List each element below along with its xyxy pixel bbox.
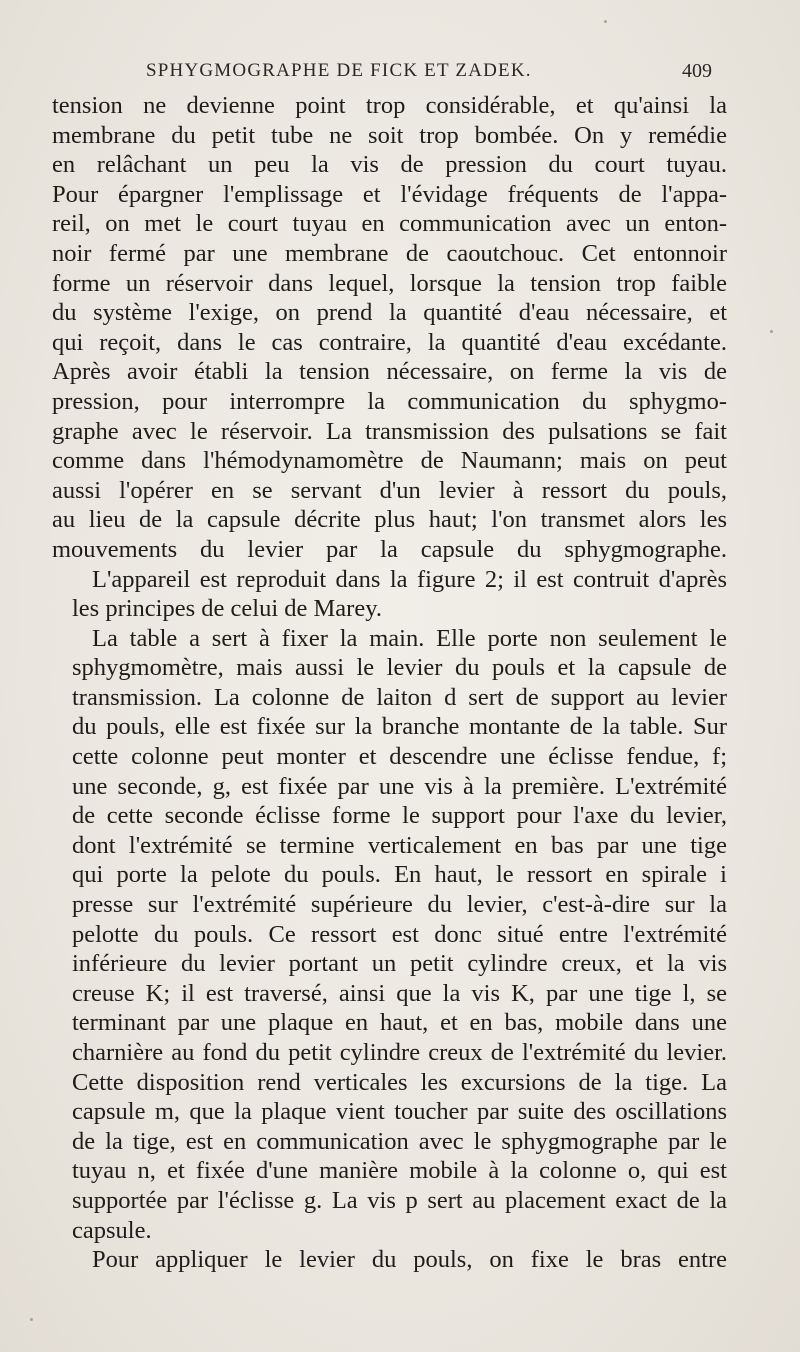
text-line: La table a sert à fixer la main. Elle porte non seulement le [92, 624, 727, 652]
text-line: de cette seconde éclisse forme le support pour l'axe du levier, [72, 802, 727, 830]
text-line: membrane du petit tube ne soit trop bombée. On y remédie [52, 121, 727, 149]
text-line: Cette disposition rend verticales les excursions de la tige. La [72, 1068, 727, 1096]
paragraph-3 [52, 624, 727, 1245]
paragraph-2 [52, 565, 727, 624]
text-line: charnière au fond du petit cylindre creux de l'extrémité du levier. [72, 1039, 727, 1066]
text-line: creuse K; il est traversé, ainsi que la vis K, par une tige l, se [72, 979, 727, 1007]
text-line: tuyau n, et fixée d'une manière mobile à la colonne o, qui est [72, 1157, 727, 1185]
page-header [52, 60, 712, 90]
text-line: Après avoir établi la tension nécessaire, on ferme la vis de [52, 358, 727, 386]
text-line: presse sur l'extrémité supérieure du levier, c'est-à-dire sur la [72, 891, 727, 919]
paper-speck [30, 1318, 33, 1321]
paragraph-1 [52, 91, 727, 565]
text-line: transmission. La colonne de laiton d sert de support au levier [72, 683, 727, 711]
text-line: de la tige, est en communication avec le sphygmographe par le [72, 1127, 727, 1155]
text-line: capsule m, que la plaque vient toucher par suite des oscillations [72, 1098, 727, 1126]
page-number: 409 [682, 60, 712, 82]
text-line: capsule. [72, 1216, 152, 1244]
text-line: noir fermé par une membrane de caoutchouc. Cet entonnoir [52, 239, 727, 267]
text-line: pelotte du pouls. Ce ressort est donc situé entre l'extrémité [72, 920, 727, 948]
text-line: reil, on met le court tuyau en communication avec un enton- [52, 210, 727, 238]
text-line: inférieure du levier portant un petit cylindre creux, et la vis [72, 950, 727, 978]
text-line: L'appareil est reproduit dans la figure 2; il est contruit d'après [92, 565, 727, 593]
text-line: au lieu de la capsule décrite plus haut; l'on transmet alors les [52, 506, 727, 534]
text-line: une seconde, g, est fixée par une vis à la première. L'extrémité [72, 772, 727, 800]
paper-speck [770, 330, 773, 333]
text-line: aussi l'opérer en se servant d'un levier à ressort du pouls, [52, 476, 727, 504]
text-line: du pouls, elle est fixée sur la branche montante de la table. Sur [72, 713, 727, 741]
paragraph-4 [52, 1245, 727, 1275]
text-line: cette colonne peut monter et descendre une éclisse fendue, f; [72, 743, 727, 771]
text-line: tension ne devienne point trop considérable, et qu'ainsi la [52, 92, 727, 119]
text-line: pression, pour interrompre la communication du sphygmo- [52, 387, 727, 415]
text-line: les principes de celui de Marey. [72, 595, 382, 623]
paper-speck [604, 20, 607, 23]
body-text [52, 91, 727, 1275]
text-line: sphygmomètre, mais aussi le levier du pouls et la capsule de [72, 654, 727, 682]
text-line: qui reçoit, dans le cas contraire, la quantité d'eau excédante. [52, 328, 727, 356]
text-line: comme dans l'hémodynamomètre de Naumann; mais on peut [52, 447, 727, 475]
text-line: dont l'extrémité se termine verticalement en bas par une tige [72, 831, 727, 859]
text-line: Pour épargner l'emplissage et l'évidage fréquents de l'appa- [52, 180, 727, 208]
text-line: en relâchant un peu la vis de pression du court tuyau. [52, 151, 727, 179]
running-title: SPHYGMOGRAPHE DE FICK ET ZADEK. [146, 60, 532, 81]
text-line: terminant par une plaque en haut, et en bas, mobile dans une [72, 1009, 727, 1037]
text-line: graphe avec le réservoir. La transmission des pulsations se fait [52, 417, 727, 445]
text-line: qui porte la pelote du pouls. En haut, le ressort en spirale i [72, 861, 727, 889]
text-line: du système l'exige, on prend la quantité d'eau nécessaire, et [52, 299, 727, 327]
text-line: mouvements du levier par la capsule du sphygmographe. [52, 535, 727, 563]
text-line: Pour appliquer le levier du pouls, on fixe le bras entre [92, 1246, 727, 1274]
text-line: supportée par l'éclisse g. La vis p sert au placement exact de la [72, 1186, 727, 1214]
text-line: forme un réservoir dans lequel, lorsque la tension trop faible [52, 269, 727, 297]
